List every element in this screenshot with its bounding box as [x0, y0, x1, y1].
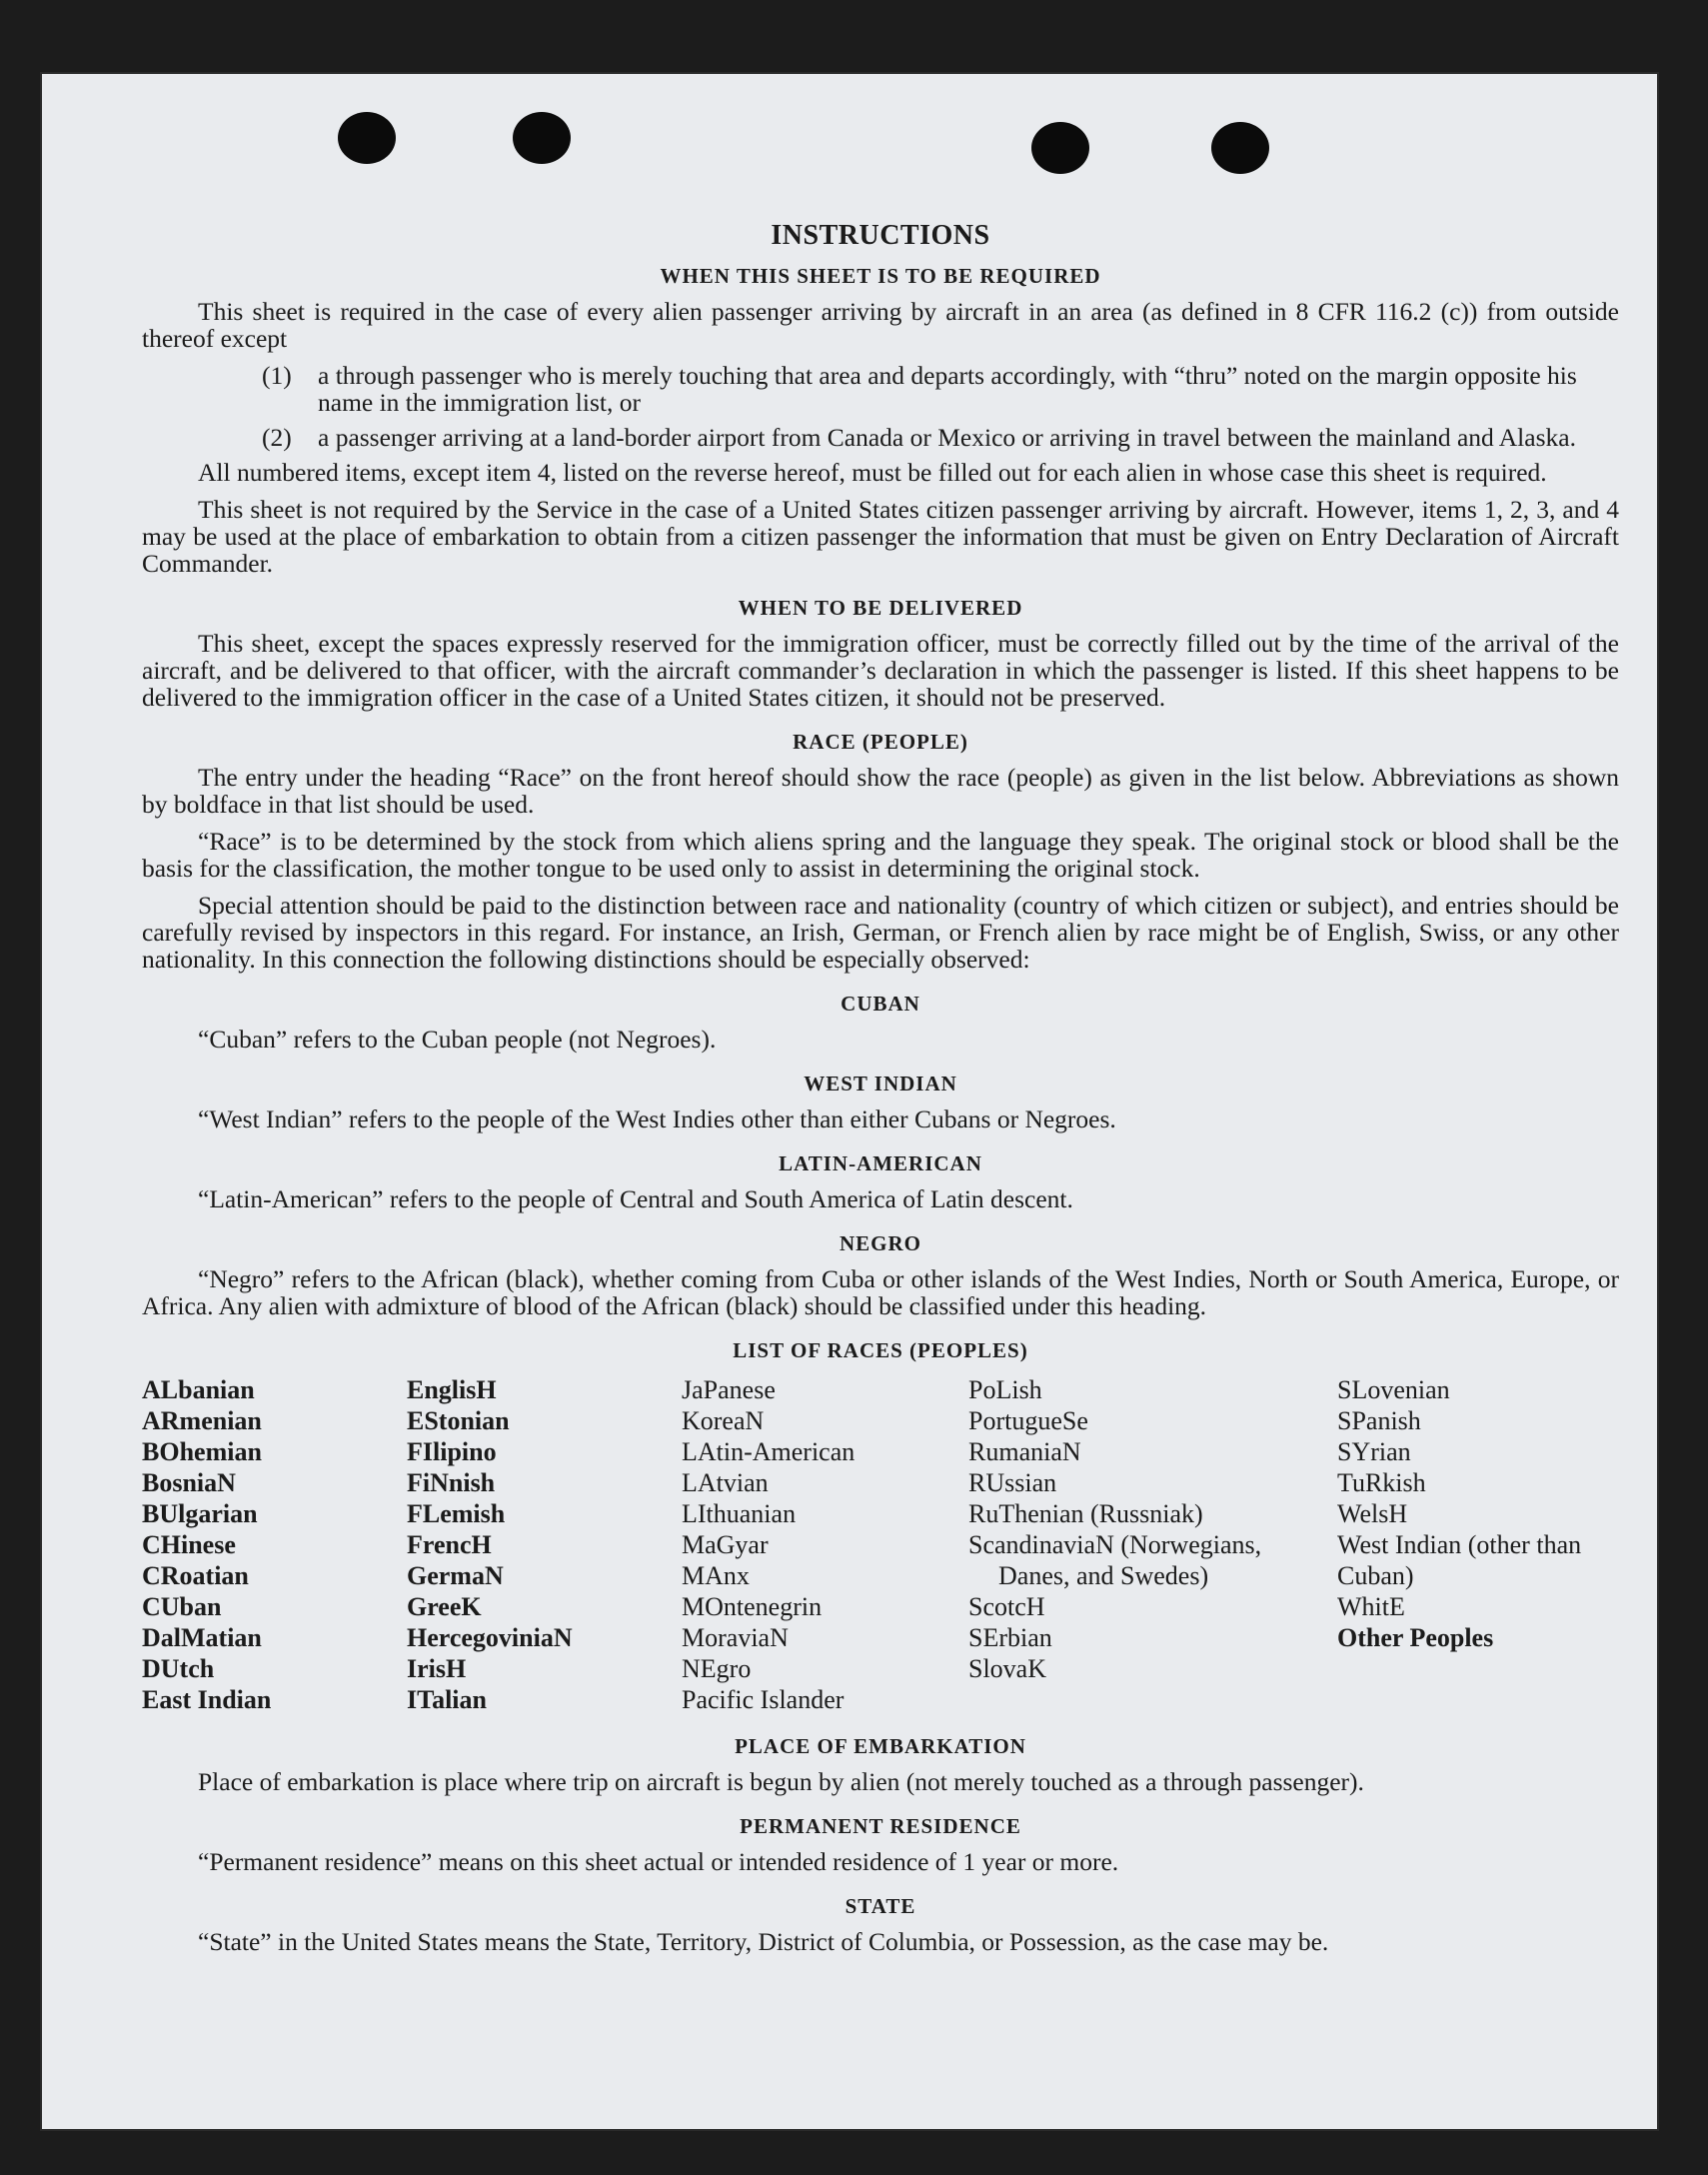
- exception-item-2: [262, 424, 1619, 451]
- heading-when-delivered: WHEN TO BE DELIVERED: [738, 596, 1023, 620]
- race-entry: RumaniaN: [968, 1437, 1081, 1466]
- exception-item-text: a through passenger who is merely touching that area and departs accordingly, with “thru” noted on the margin opposite his name in the immigration list, or: [318, 361, 1577, 417]
- race-entry: FiNnish: [407, 1468, 496, 1497]
- race-entry: LAtvian: [682, 1468, 769, 1497]
- race-entry: Other Peoples: [1337, 1623, 1494, 1652]
- race-entry: Pacific Islander: [682, 1685, 845, 1714]
- race-entry: FIlipino: [407, 1437, 497, 1466]
- race-entry: WhitE: [1337, 1592, 1405, 1621]
- latin-american-text: “Latin-American” refers to the people of Central and South America of Latin descent.: [198, 1184, 1073, 1213]
- exception-item-number: (2): [262, 423, 292, 452]
- race-entry: BOhemian: [142, 1437, 262, 1466]
- west-indian-text: “West Indian” refers to the people of the West Indies other than either Cubans or Negroes.: [198, 1104, 1116, 1133]
- race-entry: LIthuanian: [682, 1499, 797, 1528]
- heading-state: STATE: [845, 1894, 916, 1918]
- heading-list-of-races: LIST OF RACES (PEOPLES): [733, 1338, 1028, 1362]
- race-entry: FrencH: [407, 1530, 492, 1559]
- heading-cuban: CUBAN: [841, 992, 920, 1016]
- race-entry: EStonian: [407, 1406, 510, 1435]
- race-entry: ScotcH: [968, 1592, 1045, 1621]
- heading-permanent-residence: PERMANENT RESIDENCE: [740, 1814, 1021, 1838]
- race-entry: SlovaK: [968, 1654, 1046, 1683]
- race-entry: RuThenian (Russniak): [968, 1499, 1203, 1528]
- page-title: INSTRUCTIONS: [771, 220, 990, 251]
- numbered-items-paragraph: All numbered items, except item 4, listed on the reverse hereof, must be filled out for each alien in whose case this sheet is required.: [198, 458, 1547, 487]
- races-column-1: [142, 1374, 407, 1715]
- state-text: “State” in the United States means the State, Territory, District of Columbia, or Possession, as the case may be.: [198, 1927, 1329, 1956]
- race-entry: WelsH: [1337, 1499, 1408, 1528]
- exception-item-text: a passenger arriving at a land-border airport from Canada or Mexico or arriving in travel between the mainland and Alaska.: [318, 423, 1576, 452]
- race-entry: SPanish: [1337, 1406, 1421, 1435]
- instructions-content: [142, 150, 1619, 1965]
- race-entry: PortugueSe: [968, 1406, 1088, 1435]
- race-entry: SLovenian: [1337, 1375, 1450, 1404]
- races-column-4: [968, 1374, 1337, 1715]
- embarkation-text: Place of embarkation is place where trip on aircraft is begun by alien (not merely touched as a through passenger).: [198, 1767, 1364, 1796]
- residence-text: “Permanent residence” means on this sheet actual or intended residence of 1 year or more.: [198, 1847, 1119, 1876]
- race-entry: JaPanese: [682, 1375, 776, 1404]
- race-paragraph-3: Special attention should be paid to the distinction between race and nationality (country of which citizen or subject), and entries should be carefully revised by inspectors in this regard. For instance, an Irish, German, or French alien by race might be of English, Swiss, or any other nationality. In this connection the following distinctions should be especially observed:: [142, 891, 1619, 974]
- race-entry: CRoatian: [142, 1561, 249, 1590]
- when-required-intro: This sheet is required in the case of every alien passenger arriving by aircraft in an area (as defined in 8 CFR 116.2 (c)) from outside thereof except: [142, 297, 1619, 353]
- race-entry: KoreaN: [682, 1406, 765, 1435]
- heading-west-indian: WEST INDIAN: [804, 1072, 957, 1095]
- negro-text: “Negro” refers to the African (black), whether coming from Cuba or other islands of the West Indies, North or South America, Europe, or Africa. Any alien with admixture of blood of the African (black) should be classified under this heading.: [142, 1264, 1619, 1320]
- race-entry: DalMatian: [142, 1623, 262, 1652]
- heading-latin-american: LATIN-AMERICAN: [779, 1151, 982, 1175]
- race-entry: PoLish: [968, 1375, 1042, 1404]
- race-entry: ITalian: [407, 1685, 487, 1714]
- citizen-paragraph: This sheet is not required by the Service in the case of a United States citizen passenger arriving by aircraft. However, items 1, 2, 3, and 4 may be used at the place of embarkation to obtain from a citizen passenger the information that must be given on Entry Declaration of Aircraft Commander.: [142, 495, 1619, 578]
- race-entry: East Indian: [142, 1685, 272, 1714]
- race-paragraph-1: The entry under the heading “Race” on the front hereof should show the race (people) as given in the list below. Abbreviations as shown by boldface in that list should be used.: [142, 763, 1619, 819]
- race-entry: West Indian (other than Cuban): [1337, 1530, 1582, 1590]
- race-entry: BUlgarian: [142, 1499, 258, 1528]
- race-entry: MaGyar: [682, 1530, 769, 1559]
- race-entry: CHinese: [142, 1530, 236, 1559]
- heading-race: RACE (PEOPLE): [793, 730, 968, 754]
- race-entry: DUtch: [142, 1654, 215, 1683]
- race-entry: GermaN: [407, 1561, 504, 1590]
- race-entry: RUssian: [968, 1468, 1057, 1497]
- race-entry: MoraviaN: [682, 1623, 789, 1652]
- race-entry: NEgro: [682, 1654, 752, 1683]
- race-entry: CUban: [142, 1592, 222, 1621]
- race-entry: IrisH: [407, 1654, 467, 1683]
- heading-embarkation: PLACE OF EMBARKATION: [735, 1734, 1026, 1758]
- race-entry: LAtin-American: [682, 1437, 855, 1466]
- heading-when-required: WHEN THIS SHEET IS TO BE REQUIRED: [660, 264, 1101, 288]
- race-entry: BosniaN: [142, 1468, 236, 1497]
- races-column-5: [1337, 1374, 1617, 1715]
- races-list: [142, 1374, 1619, 1715]
- races-column-2: [407, 1374, 682, 1715]
- race-entry: ARmenian: [142, 1406, 262, 1435]
- race-entry: ALbanian: [142, 1375, 255, 1404]
- race-entry: ScandinaviaN (Norwegians, Danes, and Swedes): [968, 1530, 1262, 1590]
- heading-negro: NEGRO: [839, 1231, 921, 1255]
- race-entry: MAnx: [682, 1561, 750, 1590]
- exception-item-number: (1): [262, 361, 292, 390]
- race-entry: HercegoviniaN: [407, 1623, 573, 1652]
- document-sheet: [40, 72, 1659, 2131]
- race-entry: GreeK: [407, 1592, 482, 1621]
- race-entry: TuRkish: [1337, 1468, 1426, 1497]
- exception-item-1: [262, 362, 1619, 416]
- race-entry: MOntenegrin: [682, 1592, 823, 1621]
- race-entry: FLemish: [407, 1499, 506, 1528]
- race-paragraph-2: “Race” is to be determined by the stock from which aliens spring and the language they speak. The original stock or blood shall be the basis for the classification, the mother tongue to be used only to assist in determining the original stock.: [142, 827, 1619, 883]
- race-entry: SYrian: [1337, 1437, 1411, 1466]
- race-entry: SErbian: [968, 1623, 1052, 1652]
- cuban-text: “Cuban” refers to the Cuban people (not Negroes).: [198, 1025, 717, 1054]
- when-delivered-text: This sheet, except the spaces expressly reserved for the immigration officer, must be correctly filled out by the time of the arrival of the aircraft, and be delivered to that officer, with the aircraft commander’s declaration in which the passenger is listed. If this sheet happens to be delivered to the immigration officer in the case of a United States citizen, it should not be preserved.: [142, 629, 1619, 712]
- races-column-3: [682, 1374, 968, 1715]
- race-entry: EnglisH: [407, 1375, 497, 1404]
